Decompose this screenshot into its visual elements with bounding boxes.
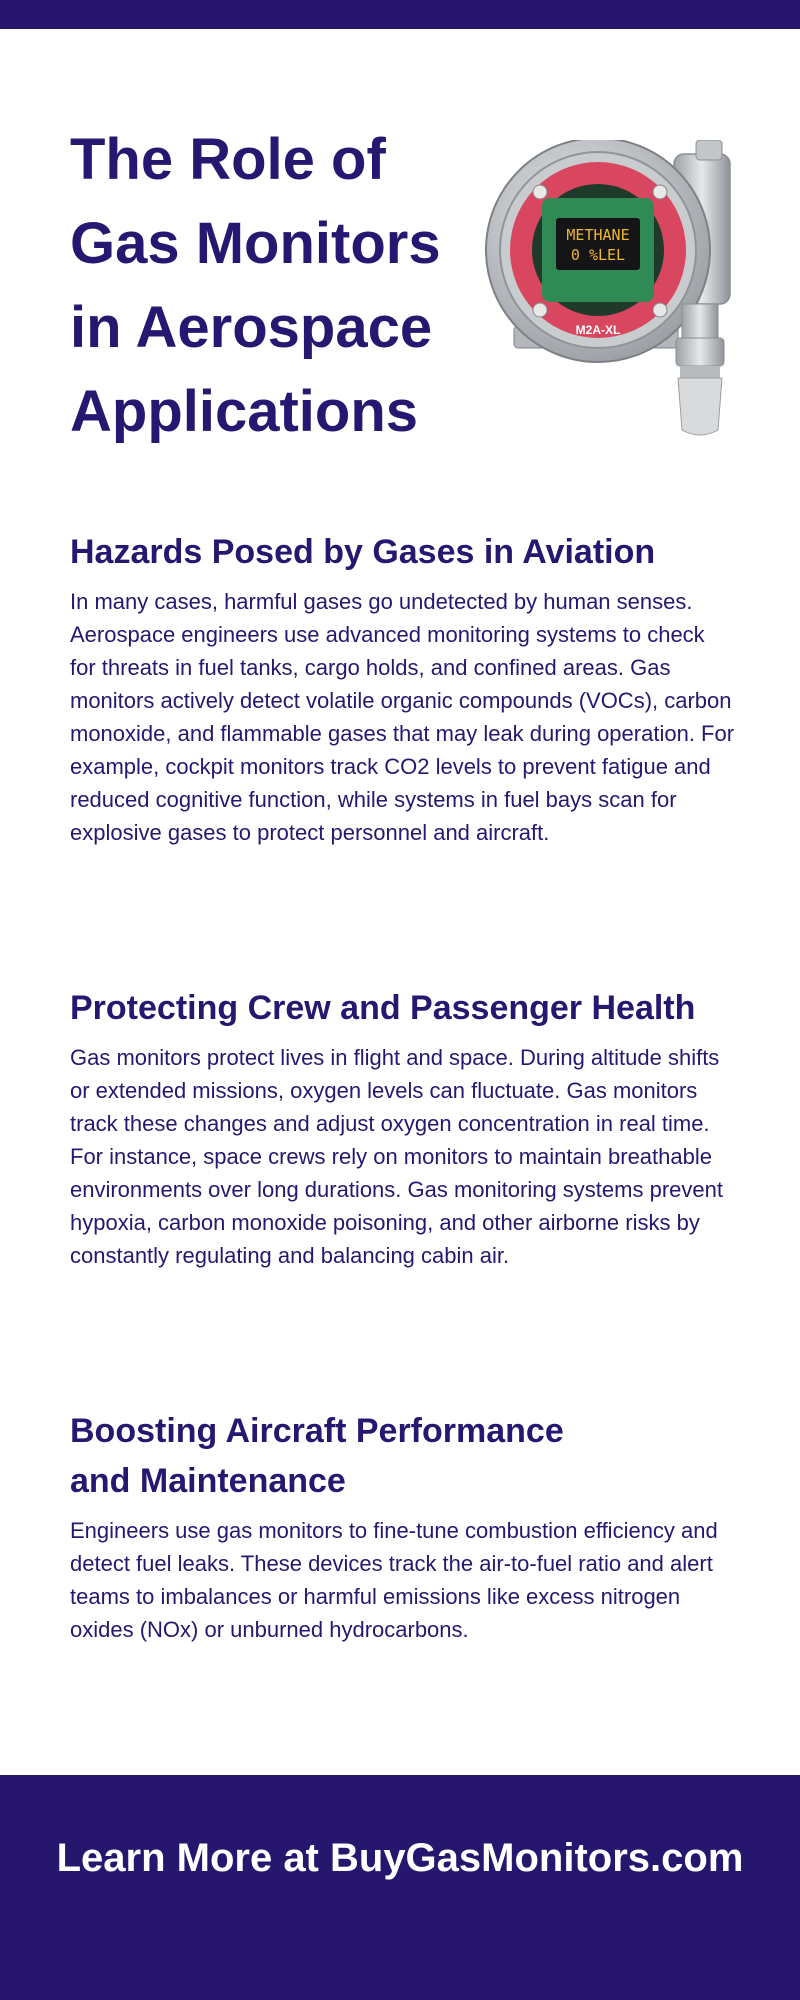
device-model-label: M2A-XL bbox=[575, 323, 621, 337]
section-heading: Hazards Posed by Gases in Aviation bbox=[70, 533, 656, 571]
page-title: The Role of Gas Monitors in Aerospace Applications bbox=[70, 127, 441, 444]
top-bar bbox=[0, 0, 800, 29]
section-body: Engineers use gas monitors to fine-tune combustion efficiency and detect fuel leaks. These devices track the air-to-fuel ratio and alert teams to imbalances or harmful emissions like excess nitrogen oxides (NOx) or unburned hydrocarbons. bbox=[70, 1518, 718, 1642]
section-hazards bbox=[70, 527, 735, 849]
footer-cta-link[interactable]: Learn More at BuyGasMonitors.com bbox=[56, 1836, 744, 1880]
device-display-line1: METHANE bbox=[566, 226, 630, 244]
footer-banner bbox=[0, 1775, 800, 2000]
section-heading: Protecting Crew and Passenger Health bbox=[70, 989, 696, 1027]
section-body: Gas monitors protect lives in flight and space. During altitude shifts or extended missions, oxygen levels can fluctuate. Gas monitors track these changes and adjust oxygen concentration in real time. For instance, space crews rely on monitors to maintain breathable environments over long durations. Gas monitoring systems prevent hypoxia, carbon monoxide poisoning, and other airborne risks by constantly regulating and balancing cabin air. bbox=[70, 1045, 723, 1268]
section-body: In many cases, harmful gases go undetected by human senses. Aerospace engineers use advanced monitoring systems to check for threats in fuel tanks, cargo holds, and confined areas. Gas monitors actively detect volatile organic compounds (VOCs), carbon monoxide, and flammable gases that may leak during operation. For example, cockpit monitors track CO2 levels to prevent fatigue and reduced cognitive function, while systems in fuel bays scan for explosive gases to protect personnel and aircraft. bbox=[70, 589, 735, 845]
section-performance bbox=[70, 1406, 718, 1646]
gas-monitor-image bbox=[478, 140, 750, 440]
section-crew-health bbox=[70, 983, 735, 1272]
device-display-line2: 0 %LEL bbox=[570, 246, 626, 264]
section-heading: Boosting Aircraft Performance and Maintenance bbox=[70, 1412, 564, 1500]
